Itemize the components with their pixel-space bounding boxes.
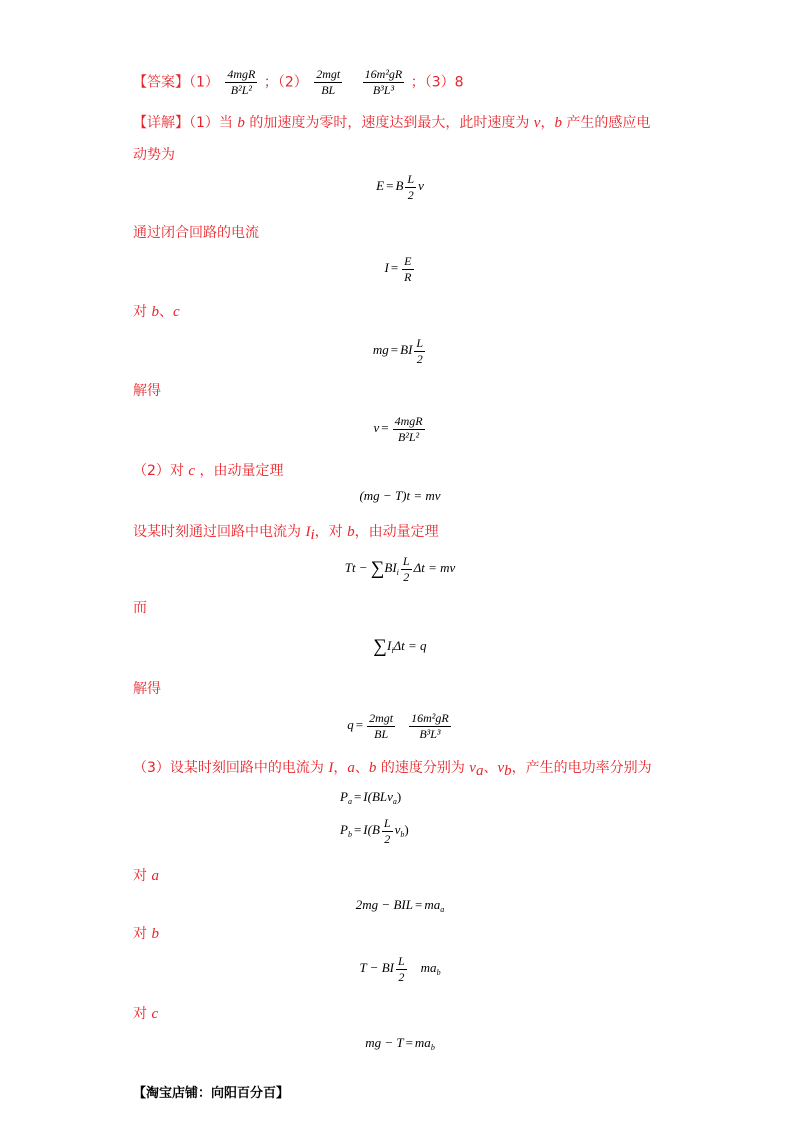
eq-lhs: q bbox=[347, 717, 354, 732]
eq-equals: = bbox=[355, 717, 364, 732]
numerator: L bbox=[402, 553, 410, 568]
detail-line-9 bbox=[133, 679, 161, 699]
fraction bbox=[396, 955, 407, 984]
equation-motion-c bbox=[0, 1033, 800, 1053]
text: （3）设某时刻回路中的电流为 bbox=[133, 760, 324, 776]
text: 对 bbox=[133, 304, 147, 320]
fraction bbox=[367, 712, 395, 741]
subscript: i bbox=[391, 646, 394, 655]
text: 解得 bbox=[133, 383, 161, 399]
subscript: a bbox=[440, 905, 445, 914]
detail-line-1 bbox=[133, 113, 650, 133]
denominator: B²L² bbox=[230, 83, 252, 97]
eq-term: I(B bbox=[363, 822, 380, 837]
eq-term: ma bbox=[414, 1035, 431, 1050]
fraction bbox=[409, 712, 451, 741]
sum-symbol: ∑ bbox=[370, 558, 385, 579]
answer-line bbox=[133, 68, 464, 97]
eq-term: Δt = q bbox=[393, 638, 427, 653]
symbol: c bbox=[151, 1006, 159, 1022]
equation-charge-sum bbox=[0, 634, 800, 659]
detail-line-11 bbox=[133, 866, 159, 886]
subscript: a bbox=[475, 763, 484, 779]
numerator: E bbox=[404, 253, 412, 268]
subscript: b bbox=[430, 1043, 435, 1052]
subscript: b bbox=[504, 763, 512, 779]
detail-line-13 bbox=[133, 1004, 158, 1024]
equation-max-velocity bbox=[0, 414, 800, 444]
eq-term: Δt = mv bbox=[413, 560, 456, 575]
eq-factor: v bbox=[418, 178, 424, 193]
denominator: B³L³ bbox=[372, 83, 395, 97]
symbol: b bbox=[347, 524, 355, 540]
numerator: L bbox=[407, 171, 415, 186]
text: 对 bbox=[133, 868, 147, 884]
denominator: R bbox=[404, 269, 412, 284]
eq-lhs: T − BI bbox=[359, 960, 394, 975]
fraction bbox=[393, 415, 425, 444]
answer-part1-fraction bbox=[225, 68, 257, 97]
numerator: L bbox=[397, 953, 405, 968]
denominator: 2 bbox=[416, 351, 423, 366]
symbol: c bbox=[188, 463, 196, 479]
detail-line-5 bbox=[133, 381, 161, 401]
answer-part2-fraction-a bbox=[314, 68, 342, 97]
text: 而 bbox=[133, 600, 147, 616]
eq-term: ma bbox=[424, 897, 441, 912]
symbol: v bbox=[533, 115, 541, 131]
equation-power-b bbox=[340, 816, 640, 846]
text: （2）对 bbox=[133, 463, 184, 479]
denominator: BL bbox=[321, 83, 336, 97]
eq-equals: = bbox=[386, 178, 394, 193]
text: 的加速度为零时，速度达到最大，此时速度为 bbox=[249, 115, 530, 131]
answer-separator: ； bbox=[263, 74, 278, 91]
text: 、 bbox=[354, 760, 369, 776]
text: （1）当 bbox=[189, 115, 233, 131]
detail-label: 【详解】 bbox=[133, 115, 189, 131]
text: 对 bbox=[133, 1006, 147, 1022]
subscript: b bbox=[436, 968, 441, 977]
eq-equals: = bbox=[381, 420, 389, 435]
text: ，由动量定理 bbox=[199, 463, 284, 479]
symbol: I bbox=[305, 524, 311, 540]
numerator: 16m²gR bbox=[364, 67, 403, 81]
text: 对 bbox=[133, 926, 147, 942]
denominator: BL bbox=[374, 726, 389, 741]
fraction bbox=[405, 173, 416, 202]
eq-lhs: mg bbox=[372, 342, 389, 357]
text: 通过闭合回路的电流 bbox=[133, 225, 259, 241]
answer-part1-label: （1） bbox=[189, 74, 219, 91]
denominator: B²L² bbox=[397, 429, 420, 444]
eq-lhs: E bbox=[376, 178, 385, 193]
eq-equals: = bbox=[405, 1035, 413, 1050]
symbol: a bbox=[151, 868, 159, 884]
equation-power-a bbox=[340, 787, 640, 807]
eq-term: BI bbox=[384, 560, 397, 575]
text: ， bbox=[540, 115, 555, 131]
equation-emf bbox=[0, 172, 800, 202]
numerator: L bbox=[416, 335, 424, 350]
numerator: 2mgt bbox=[369, 710, 394, 725]
text: 的速度分别为 bbox=[380, 760, 465, 776]
answer-separator: ； bbox=[410, 74, 425, 91]
numerator: 16m²gR bbox=[411, 710, 449, 725]
detail-line-2 bbox=[133, 145, 175, 165]
eq-factor: B bbox=[395, 178, 404, 193]
detail-line-6 bbox=[133, 461, 284, 481]
equation-motion-a bbox=[0, 895, 800, 915]
detail-line-12 bbox=[133, 924, 159, 944]
equation-force-balance bbox=[0, 336, 800, 366]
numerator: 4mgR bbox=[227, 67, 256, 81]
subscript: i bbox=[310, 527, 315, 543]
footer-shop-name: 【淘宝店铺：向阳百分百】 bbox=[133, 1086, 290, 1101]
symbol: v bbox=[469, 760, 476, 776]
numerator: 2mgt bbox=[316, 67, 341, 81]
denominator: 2 bbox=[384, 831, 391, 846]
eq-equals: = bbox=[390, 342, 399, 357]
eq-factor: BI bbox=[400, 342, 413, 357]
eq-lhs: 2mg − BIL bbox=[355, 897, 413, 912]
equation-charge bbox=[0, 711, 800, 741]
eq-lhs: v bbox=[373, 420, 380, 435]
fraction bbox=[382, 817, 393, 846]
symbol: b bbox=[237, 115, 245, 131]
eq-lhs: P bbox=[340, 822, 348, 837]
text: ， bbox=[333, 760, 348, 776]
detail-line-10 bbox=[133, 758, 652, 778]
eq-equals: = bbox=[390, 260, 399, 275]
eq-paren: ) bbox=[404, 822, 409, 837]
text: ，对 bbox=[314, 524, 343, 540]
equation-current bbox=[0, 254, 800, 284]
eq-equals: = bbox=[414, 897, 423, 912]
text: 解得 bbox=[133, 681, 161, 697]
symbol: b bbox=[151, 304, 159, 320]
detail-line-7 bbox=[133, 522, 439, 542]
eq-lhs: I bbox=[384, 260, 389, 275]
text: 、 bbox=[483, 760, 498, 776]
symbol: v bbox=[497, 760, 505, 776]
answer-part2-label: （2） bbox=[277, 74, 308, 91]
text: ，由动量定理 bbox=[354, 524, 439, 540]
eq-term: I bbox=[386, 638, 392, 653]
text: 设某时刻通过回路中电流为 bbox=[133, 524, 301, 540]
text: ，产生的电功率分别为 bbox=[511, 760, 652, 776]
eq-term: Tt − bbox=[344, 560, 368, 575]
detail-line-4 bbox=[133, 302, 180, 322]
equation-motion-b bbox=[0, 954, 800, 984]
answer-label: 【答案】 bbox=[133, 74, 189, 91]
symbol: a bbox=[347, 760, 355, 776]
numerator: 4mgR bbox=[394, 413, 423, 428]
equation-momentum-b bbox=[0, 554, 800, 584]
text: 、 bbox=[158, 304, 173, 320]
eq-term: I(BLv bbox=[363, 789, 393, 804]
numerator: L bbox=[383, 815, 391, 830]
detail-line-3 bbox=[133, 223, 259, 243]
subscript: b bbox=[347, 830, 352, 839]
subscript: i bbox=[396, 568, 399, 577]
symbol: I bbox=[328, 760, 334, 776]
answer-part3: （3）8 bbox=[424, 74, 464, 91]
detail-line-8 bbox=[133, 598, 147, 618]
eq-equals: = bbox=[353, 822, 362, 837]
eq-equals: = bbox=[353, 789, 362, 804]
subscript: a bbox=[392, 797, 397, 806]
subscript: a bbox=[347, 797, 352, 806]
sum-symbol: ∑ bbox=[373, 636, 387, 657]
symbol: b bbox=[554, 115, 562, 131]
eq-term: ma bbox=[420, 960, 437, 975]
symbol: c bbox=[172, 304, 180, 320]
symbol: b bbox=[368, 760, 377, 776]
denominator: 2 bbox=[407, 187, 414, 202]
denominator: 2 bbox=[403, 569, 410, 584]
fraction bbox=[402, 255, 413, 284]
answer-part2-fraction-b bbox=[363, 68, 405, 97]
text: 产生的感应电 bbox=[566, 115, 651, 131]
denominator: B³L³ bbox=[419, 726, 441, 741]
eq-paren: ) bbox=[396, 789, 402, 804]
symbol: b bbox=[151, 926, 159, 942]
denominator: 2 bbox=[398, 969, 405, 984]
subscript: b bbox=[400, 830, 405, 839]
equation-momentum-c: (mg − T)t = mv bbox=[359, 488, 441, 503]
eq-term: v bbox=[394, 822, 401, 837]
eq-lhs: mg − T bbox=[365, 1035, 404, 1050]
fraction bbox=[414, 337, 425, 366]
text: 动势为 bbox=[133, 147, 175, 163]
eq-lhs: P bbox=[340, 789, 348, 804]
fraction bbox=[401, 555, 412, 584]
